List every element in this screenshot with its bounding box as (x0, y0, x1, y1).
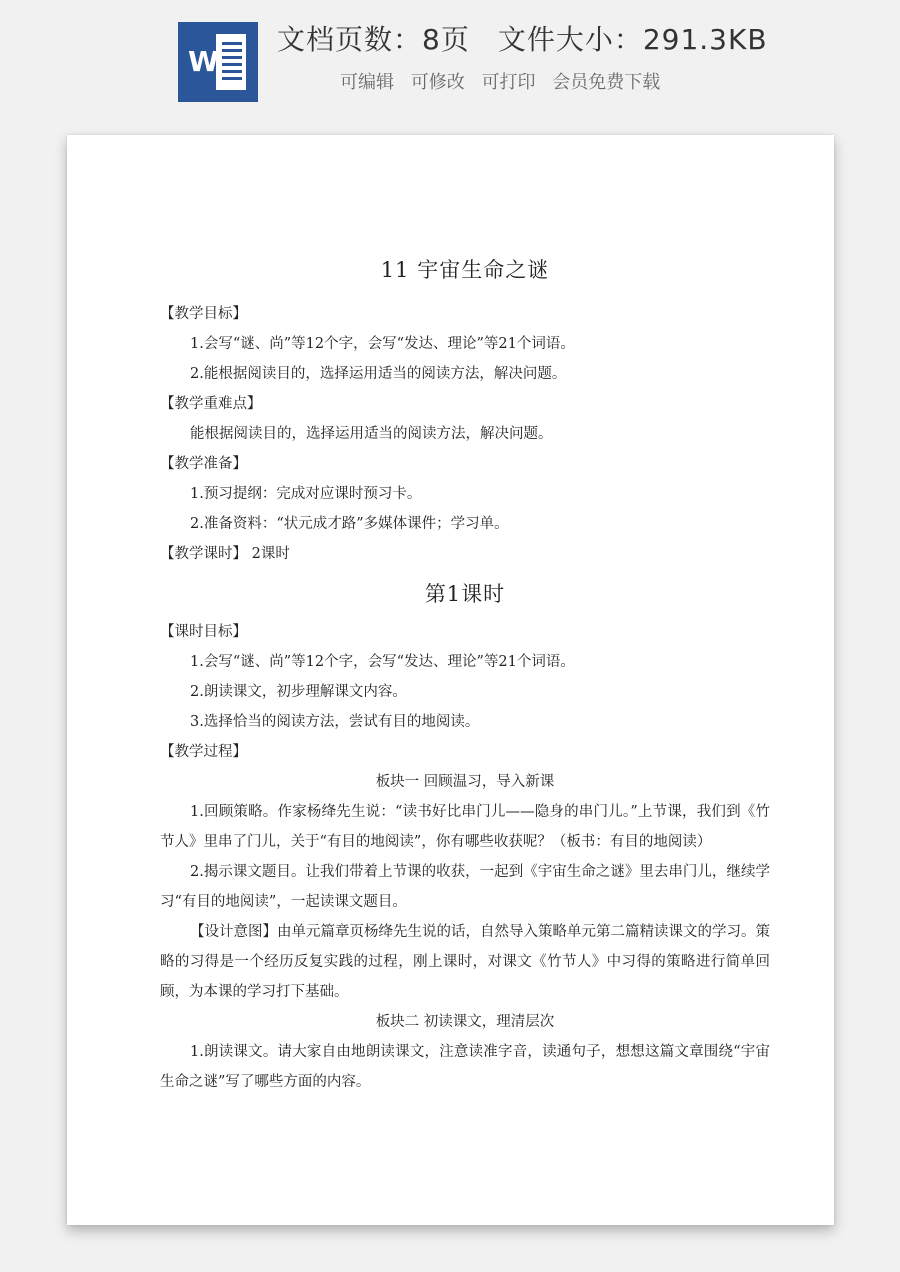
file-meta (277, 18, 768, 62)
preparation-item: 2.准备资料：“状元成才路”多媒体课件；学习单。 (190, 516, 509, 532)
word-letter: W (188, 45, 219, 78)
lesson-goal-item: 2.朗读课文，初步理解课文内容。 (190, 684, 407, 700)
block-title: 板块一 回顾温习，导入新课 (375, 774, 555, 790)
preparation-item: 1.预习提纲：完成对应课时预习卡。 (190, 486, 422, 502)
document-title: 11 宇宙生命之谜 (380, 258, 550, 282)
block-title: 板块二 初读课文，理清层次 (375, 1014, 555, 1030)
word-document-icon (178, 22, 258, 102)
download-banner (0, 0, 900, 120)
process-heading: 【教学过程】 (160, 744, 247, 760)
feature-list (340, 68, 671, 94)
feature-modifiable: 可修改 (410, 72, 465, 93)
goal-item: 2.能根据阅读目的，选择运用适当的阅读方法，解决问题。 (190, 366, 567, 382)
file-size: 文件大小：291.3KB (497, 23, 768, 56)
document-page (67, 135, 834, 1225)
design-intent-paragraph: 【设计意图】由单元篇章页杨绛先生说的话，自然导入策略单元第二篇精读课文的学习。策略的习得是一个经历反复实践的过程，刚上课时，对课文《竹节人》中习得的策略进行简单回顾，为本课的学习打下基础。 (160, 924, 770, 1000)
feature-printable: 可打印 (481, 72, 536, 93)
document-body (160, 253, 770, 1097)
key-points-heading: 【教学重难点】 (160, 396, 262, 412)
feature-editable: 可编辑 (340, 72, 394, 93)
preparation-heading: 【教学准备】 (160, 456, 247, 472)
body-paragraph: 1.朗读课文。请大家自由地朗读课文，注意读准字音，读通句子，想想这篇文章围绕“宇宙生命之谜”写了哪些方面的内容。 (160, 1044, 770, 1090)
class-hours-line: 【教学课时】 2课时 (160, 546, 290, 562)
goals-heading: 【教学目标】 (160, 306, 247, 322)
body-paragraph: 1.回顾策略。作家杨绛先生说：“读书好比串门儿——隐身的串门儿。”上节课，我们到《竹节人》里串了门儿，关于“有目的地阅读”，你有哪些收获呢？（板书：有目的地阅读） (160, 804, 770, 850)
key-points-text: 能根据阅读目的，选择运用适当的阅读方法，解决问题。 (190, 426, 553, 442)
page-count: 文档页数：8页 (277, 23, 470, 56)
lesson-goal-item: 3.选择恰当的阅读方法，尝试有目的地阅读。 (190, 714, 480, 730)
body-paragraph: 2.揭示课文题目。让我们带着上节课的收获，一起到《宇宙生命之谜》里去串门儿，继续学习“有目的地阅读”，一起读课文题目。 (160, 864, 770, 910)
lesson-goals-heading: 【课时目标】 (160, 624, 247, 640)
lesson-title: 第1课时 (424, 582, 506, 606)
feature-member-download[interactable]: 会员免费下载 (552, 72, 661, 93)
goal-item: 1.会写“谜、尚”等12个字，会写“发达、理论”等21个词语。 (190, 336, 575, 352)
lesson-goal-item: 1.会写“谜、尚”等12个字，会写“发达、理论”等21个词语。 (190, 654, 575, 670)
